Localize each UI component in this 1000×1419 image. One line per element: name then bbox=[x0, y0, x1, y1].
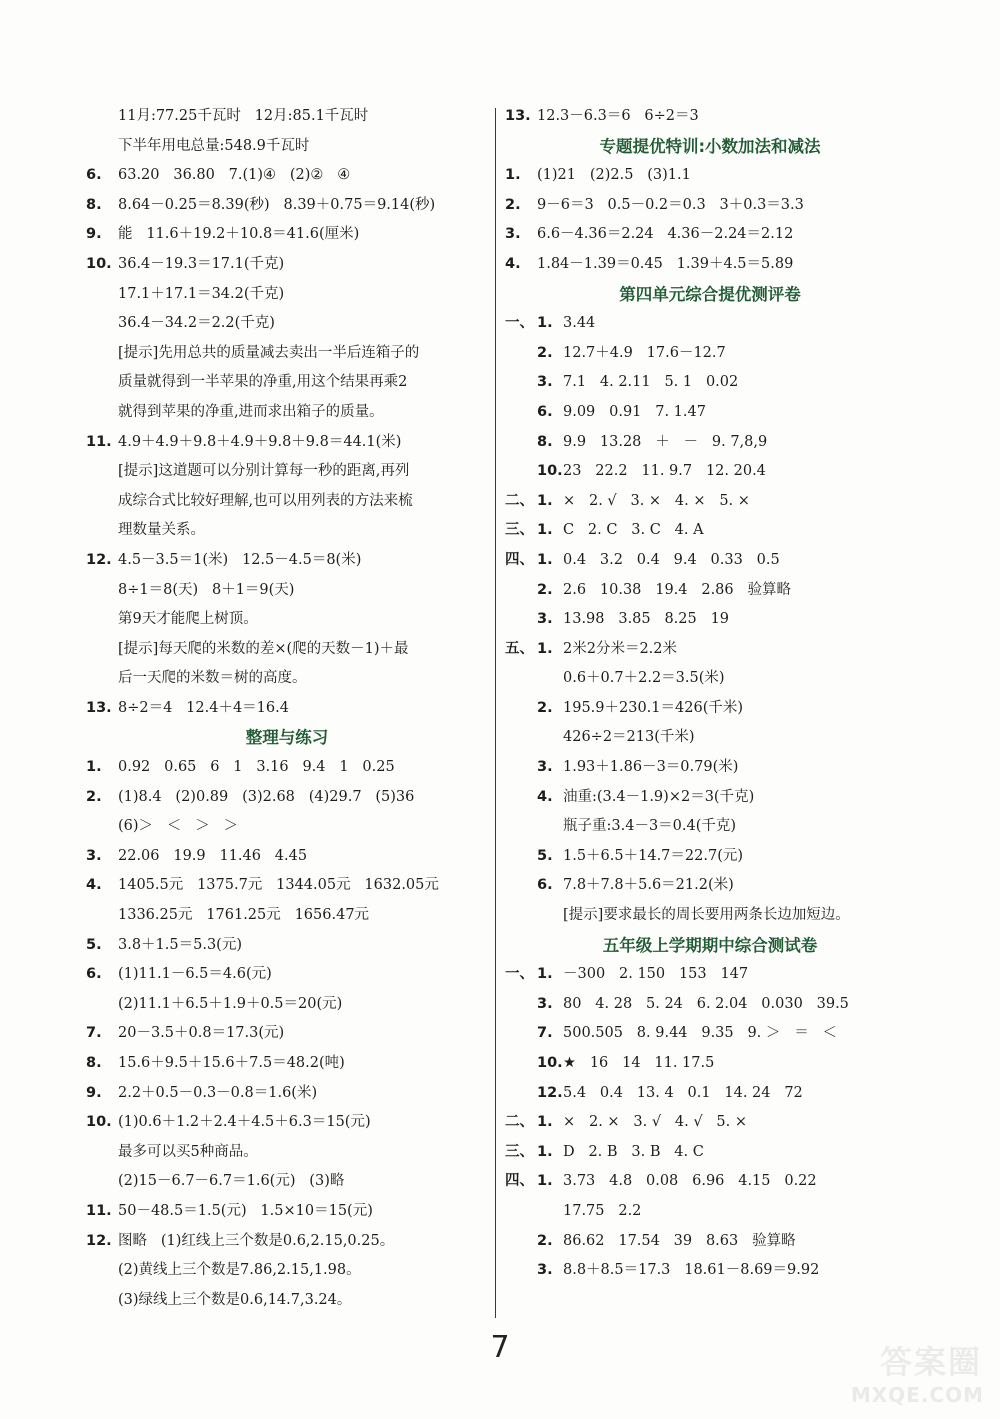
answer-text: (1)21 (2)2.5 (3)1.1 bbox=[537, 167, 691, 184]
answer-line bbox=[505, 960, 915, 990]
question-number: 10. bbox=[86, 255, 112, 272]
answer-text: 2米2分米＝2.2米 bbox=[563, 640, 678, 657]
answer-line bbox=[505, 1227, 915, 1257]
answer-line bbox=[505, 1197, 915, 1227]
answer-line bbox=[86, 1138, 488, 1168]
section-heading: 专题提优特训:小数加法和减法 bbox=[599, 136, 821, 156]
section-heading: 五年级上学期期中综合测试卷 bbox=[602, 935, 818, 955]
sub-question-number: 1. bbox=[537, 1173, 553, 1190]
question-number: 8. bbox=[86, 1055, 102, 1071]
answer-line bbox=[505, 753, 915, 783]
answer-text: 1.84－1.39＝0.45 1.39＋4.5＝5.89 bbox=[537, 255, 794, 272]
answer-text: 能 11.6＋19.2＋10.8＝41.6(厘米) bbox=[118, 226, 360, 243]
answer-line bbox=[505, 161, 915, 191]
answer-text: (1)11.1－6.5＝4.6(元) bbox=[118, 966, 272, 983]
sub-question-number: 6. bbox=[537, 403, 553, 420]
right-answer-column bbox=[505, 102, 915, 1286]
answer-line bbox=[86, 1197, 488, 1227]
answer-text: 0.4 3.2 0.4 9.4 0.33 0.5 bbox=[563, 551, 780, 568]
answer-text: 9.09 0.91 7. 1.47 bbox=[563, 403, 706, 420]
sub-question-number: 1. bbox=[537, 640, 553, 657]
question-number: 5. bbox=[86, 936, 102, 953]
answer-line bbox=[505, 664, 915, 694]
answer-line bbox=[505, 1108, 915, 1138]
answer-text: (2)11.1＋6.5＋1.9＋0.5＝20(元) bbox=[118, 995, 343, 1012]
answer-line bbox=[86, 487, 488, 517]
answer-text: 0.92 0.65 6 1 3.16 9.4 1 0.25 bbox=[118, 759, 395, 776]
answer-line bbox=[86, 220, 488, 250]
answer-line bbox=[505, 605, 915, 635]
answer-line bbox=[505, 309, 915, 339]
answer-text: 36.4－34.2＝2.2(千克) bbox=[118, 315, 275, 332]
sub-question-number: 5. bbox=[537, 847, 553, 864]
answer-line bbox=[86, 694, 488, 724]
question-number: 二、 bbox=[505, 1114, 534, 1131]
sub-question-number: 8. bbox=[537, 433, 553, 450]
answer-text: 质量就得到一半苹果的净重,用这个结果再乘2 bbox=[118, 374, 408, 391]
answer-line bbox=[86, 191, 488, 221]
answer-line bbox=[505, 723, 915, 753]
answer-text: 3.73 4.8 0.08 6.96 4.15 0.22 bbox=[563, 1173, 817, 1190]
answer-line bbox=[86, 901, 488, 931]
left-answer-column bbox=[86, 102, 488, 1315]
answer-line bbox=[86, 635, 488, 665]
answer-line bbox=[86, 368, 488, 398]
answer-text: ★ 16 14 11. 17.5 bbox=[563, 1055, 715, 1071]
answer-text: 4.5－3.5＝1(米) 12.5－4.5＝8(米) bbox=[118, 551, 362, 568]
answer-text: 20－3.5＋0.8＝17.3(元) bbox=[118, 1025, 285, 1042]
answer-text: 8÷1＝8(天) 8＋1＝9(天) bbox=[118, 581, 295, 598]
question-number: 13. bbox=[86, 699, 112, 716]
watermark-logo bbox=[838, 1335, 988, 1409]
answer-line bbox=[505, 487, 915, 517]
answer-text: D 2. B 3. B 4. C bbox=[563, 1143, 704, 1160]
answer-text: 0.6＋0.7＋2.2＝3.5(米) bbox=[563, 670, 725, 687]
answer-text: 23 22.2 11. 9.7 12. 20.4 bbox=[563, 463, 766, 480]
answer-line bbox=[505, 1256, 915, 1286]
answer-text: 36.4－19.3＝17.1(千克) bbox=[118, 255, 285, 272]
answer-line bbox=[505, 783, 915, 813]
answer-line bbox=[505, 398, 915, 428]
answer-line bbox=[86, 516, 488, 546]
question-number: 一、 bbox=[505, 966, 534, 983]
answer-text: 63.20 36.80 7.(1)④ (2)② ④ bbox=[118, 167, 351, 184]
answer-text: 8.64－0.25＝8.39(秒) 8.39＋0.75＝9.14(秒) bbox=[118, 196, 436, 213]
answer-line bbox=[505, 102, 915, 132]
answer-line bbox=[505, 635, 915, 665]
answer-line bbox=[505, 842, 915, 872]
answer-text: 80 4. 28 5. 24 6. 2.04 0.030 39.5 bbox=[563, 995, 849, 1012]
answer-line bbox=[505, 220, 915, 250]
answer-line bbox=[86, 576, 488, 606]
answer-line bbox=[86, 309, 488, 339]
question-number: 四、 bbox=[505, 1173, 534, 1190]
sub-question-number: 1. bbox=[537, 966, 553, 983]
answer-line bbox=[86, 990, 488, 1020]
answer-text: 8÷2＝4 12.4＋4＝16.4 bbox=[118, 699, 289, 716]
answer-text: 9.9 13.28 ＋ － 9. 7,8,9 bbox=[563, 433, 768, 450]
answer-line bbox=[505, 339, 915, 369]
answer-text: (3)绿线上三个数是0.6,14.7,3.24。 bbox=[118, 1291, 352, 1308]
answer-line bbox=[505, 1019, 915, 1049]
question-number: 9. bbox=[86, 226, 102, 243]
answer-text: (6)＞ ＜ ＞ ＞ bbox=[118, 818, 239, 835]
answer-line bbox=[505, 871, 915, 901]
section-heading: 整理与练习 bbox=[245, 728, 329, 748]
answer-text: 17.75 2.2 bbox=[563, 1202, 642, 1219]
answer-text: 理数量关系。 bbox=[118, 522, 205, 539]
sub-question-number: 10. bbox=[537, 463, 563, 480]
question-number: 12. bbox=[86, 1232, 112, 1249]
question-number: 1. bbox=[505, 167, 521, 184]
answer-text: 1.93＋1.86－3＝0.79(米) bbox=[563, 759, 739, 776]
question-number: 4. bbox=[86, 877, 102, 894]
watermark-logo-text: 答案圈 bbox=[879, 1343, 982, 1381]
sub-question-number: 3. bbox=[537, 374, 553, 391]
sub-question-number: 12. bbox=[537, 1084, 563, 1101]
sub-question-number: 3. bbox=[537, 1262, 553, 1279]
answer-line bbox=[86, 1286, 488, 1316]
answer-line bbox=[86, 960, 488, 990]
question-number: 11. bbox=[86, 1202, 112, 1219]
sub-question-number: 2. bbox=[537, 581, 553, 598]
sub-question-number: 3. bbox=[537, 611, 553, 628]
answer-line bbox=[86, 428, 488, 458]
answer-text: 17.1＋17.1＝34.2(千克) bbox=[118, 285, 285, 302]
answer-text: 第9天才能爬上树顶。 bbox=[118, 611, 258, 628]
question-number: 11. bbox=[86, 433, 112, 450]
answer-text: 426÷2＝213(千米) bbox=[563, 729, 695, 746]
column-divider bbox=[495, 108, 496, 1318]
sub-question-number: 6. bbox=[537, 877, 553, 894]
question-number: 1. bbox=[86, 759, 102, 776]
question-number: 12. bbox=[86, 551, 112, 568]
answer-text: 22.06 19.9 11.46 4.45 bbox=[118, 847, 308, 864]
answer-line bbox=[86, 132, 488, 162]
question-number: 四、 bbox=[505, 551, 534, 568]
answer-text: 1336.25元 1761.25元 1656.47元 bbox=[118, 907, 370, 924]
question-number: 三、 bbox=[505, 522, 534, 539]
answer-text: 500.505 8. 9.44 9.35 9. ＞ ＝ ＜ bbox=[563, 1025, 838, 1042]
sub-question-number: 3. bbox=[537, 995, 553, 1012]
answer-line bbox=[86, 1019, 488, 1049]
page-number: 7 bbox=[490, 1330, 510, 1365]
answer-line bbox=[86, 280, 488, 310]
answer-line bbox=[505, 1167, 915, 1197]
sub-question-number: 1. bbox=[537, 1114, 553, 1131]
question-number: 2. bbox=[86, 788, 102, 805]
answer-line bbox=[505, 1138, 915, 1168]
answer-line bbox=[86, 1167, 488, 1197]
answer-line bbox=[86, 664, 488, 694]
watermark-url: MXQE.COM bbox=[850, 1383, 984, 1407]
answer-line bbox=[505, 990, 915, 1020]
answer-line bbox=[86, 161, 488, 191]
answer-text: 瓶子重:3.4－3＝0.4(千克) bbox=[563, 818, 737, 835]
answer-text: (2)黄线上三个数是7.86,2.15,1.98。 bbox=[118, 1262, 361, 1279]
question-number: 二、 bbox=[505, 492, 534, 509]
answer-text: [提示]先用总共的质量减去卖出一半后连箱子的 bbox=[118, 344, 420, 361]
answer-text: C 2. C 3. C 4. A bbox=[563, 522, 704, 539]
answer-line bbox=[505, 516, 915, 546]
sub-question-number: 4. bbox=[537, 788, 553, 805]
answer-line bbox=[86, 1049, 488, 1079]
answer-text: 图略 (1)红线上三个数是0.6,2.15,0.25。 bbox=[118, 1232, 395, 1249]
question-number: 10. bbox=[86, 1114, 112, 1131]
answer-text: 12.7＋4.9 17.6－12.7 bbox=[563, 344, 726, 361]
answer-text: 8.8＋8.5＝17.3 18.61－8.69＝9.92 bbox=[563, 1262, 820, 1279]
answer-text: 1.5＋6.5＋14.7＝22.7(元) bbox=[563, 847, 744, 864]
question-number: 三、 bbox=[505, 1143, 534, 1160]
sub-question-number: 2. bbox=[537, 1232, 553, 1249]
answer-text: 最多可以买5种商品。 bbox=[118, 1143, 258, 1160]
answer-text: 3.44 bbox=[563, 315, 596, 332]
sub-question-number: 1. bbox=[537, 551, 553, 568]
answer-line bbox=[86, 1256, 488, 1286]
answer-text: 就得到苹果的净重,进而求出箱子的质量。 bbox=[118, 403, 384, 420]
answer-text: 86.62 17.54 39 8.63 验算略 bbox=[563, 1232, 796, 1249]
answer-text: (1)8.4 (2)0.89 (3)2.68 (4)29.7 (5)36 bbox=[118, 788, 415, 805]
question-number: 6. bbox=[86, 966, 102, 983]
answer-line bbox=[86, 398, 488, 428]
answer-text: 1405.5元 1375.7元 1344.05元 1632.05元 bbox=[118, 877, 439, 894]
answer-text: 5.4 0.4 13. 4 0.1 14. 24 72 bbox=[563, 1084, 803, 1101]
sub-question-number: 10. bbox=[537, 1055, 563, 1071]
answer-text: 2.6 10.38 19.4 2.86 验算略 bbox=[563, 581, 791, 598]
question-number: 一、 bbox=[505, 315, 534, 332]
answer-text: 4.9＋4.9＋9.8＋4.9＋9.8＋9.8＝44.1(米) bbox=[118, 433, 402, 450]
question-number: 7. bbox=[86, 1025, 102, 1042]
answer-text: (1)0.6＋1.2＋2.4＋4.5＋6.3＝15(元) bbox=[118, 1114, 371, 1131]
answer-text: 15.6＋9.5＋15.6＋7.5＝48.2(吨) bbox=[118, 1055, 345, 1071]
sub-question-number: 7. bbox=[537, 1025, 553, 1042]
question-number: 8. bbox=[86, 196, 102, 213]
answer-text: 11月:77.25千瓦时 12月:85.1千瓦时 bbox=[118, 108, 369, 124]
question-number: 3. bbox=[86, 847, 102, 864]
answer-line bbox=[505, 1079, 915, 1109]
answer-line bbox=[86, 812, 488, 842]
sub-question-number: 2. bbox=[537, 699, 553, 716]
answer-text: 油重:(3.4－1.9)×2＝3(千克) bbox=[563, 788, 755, 805]
answer-text: × 2. × 3. √ 4. √ 5. × bbox=[563, 1114, 748, 1131]
answer-text: 50－48.5＝1.5(元) 1.5×10＝15(元) bbox=[118, 1202, 373, 1219]
answer-text: 后一天爬的米数＝树的高度。 bbox=[118, 670, 307, 687]
answer-line bbox=[505, 250, 915, 280]
answer-line bbox=[505, 694, 915, 724]
answer-text: [提示]要求最长的周长要用两条长边加短边。 bbox=[563, 907, 850, 924]
answer-line bbox=[86, 546, 488, 576]
answer-text: 195.9＋230.1＝426(千米) bbox=[563, 699, 744, 716]
answer-line bbox=[505, 812, 915, 842]
answer-line bbox=[86, 1108, 488, 1138]
sub-question-number: 1. bbox=[537, 492, 553, 509]
question-number: 五、 bbox=[505, 640, 534, 657]
answer-line bbox=[86, 1227, 488, 1257]
sub-question-number: 2. bbox=[537, 344, 553, 361]
section-heading: 第四单元综合提优测评卷 bbox=[619, 284, 801, 304]
answer-line bbox=[505, 546, 915, 576]
answer-line bbox=[505, 901, 915, 931]
question-number: 4. bbox=[505, 255, 521, 272]
answer-text: (2)15－6.7－6.7＝1.6(元) (3)略 bbox=[118, 1173, 345, 1190]
answer-text: [提示]每天爬的米数的差×(爬的天数－1)＋最 bbox=[118, 640, 409, 657]
answer-line bbox=[86, 871, 488, 901]
answer-text: 13.98 3.85 8.25 19 bbox=[563, 611, 730, 628]
question-number: 6. bbox=[86, 167, 102, 184]
answer-line bbox=[505, 457, 915, 487]
answer-text: 6.6－4.36＝2.24 4.36－2.24＝2.12 bbox=[537, 226, 794, 243]
question-number: 2. bbox=[505, 196, 521, 213]
answer-line bbox=[505, 368, 915, 398]
answer-text: －300 2. 150 153 147 bbox=[563, 966, 749, 983]
answer-line bbox=[86, 842, 488, 872]
answer-text: 成综合式比较好理解,也可以用列表的方法来梳 bbox=[118, 492, 413, 509]
answer-line bbox=[505, 191, 915, 221]
answer-text: 9－6＝3 0.5－0.2＝0.3 3＋0.3＝3.3 bbox=[537, 196, 804, 213]
answer-line bbox=[86, 339, 488, 369]
answer-line bbox=[86, 753, 488, 783]
answer-line bbox=[505, 1049, 915, 1079]
question-number: 3. bbox=[505, 226, 521, 243]
answer-line bbox=[86, 783, 488, 813]
answer-text: 3.8＋1.5＝5.3(元) bbox=[118, 936, 242, 953]
question-number: 13. bbox=[505, 108, 531, 124]
sub-question-number: 3. bbox=[537, 759, 553, 776]
answer-text: [提示]这道题可以分别计算每一秒的距离,再列 bbox=[118, 463, 410, 480]
answer-text: 下半年用电总量:548.9千瓦时 bbox=[118, 137, 310, 154]
question-number: 9. bbox=[86, 1084, 102, 1101]
answer-line bbox=[86, 1079, 488, 1109]
answer-line bbox=[86, 250, 488, 280]
answer-line bbox=[86, 605, 488, 635]
answer-line bbox=[505, 428, 915, 458]
sub-question-number: 1. bbox=[537, 315, 553, 332]
answer-line bbox=[86, 931, 488, 961]
answer-text: 2.2＋0.5－0.3－0.8＝1.6(米) bbox=[118, 1084, 318, 1101]
sub-question-number: 1. bbox=[537, 522, 553, 539]
answer-text: 7.8＋7.8＋5.6＝21.2(米) bbox=[563, 877, 734, 894]
answer-text: 7.1 4. 2.11 5. 1 0.02 bbox=[563, 374, 739, 391]
answer-line bbox=[86, 102, 488, 132]
answer-text: × 2. √ 3. × 4. × 5. × bbox=[563, 492, 750, 509]
answer-line bbox=[86, 457, 488, 487]
answer-text: 12.3－6.3＝6 6÷2＝3 bbox=[537, 108, 699, 124]
sub-question-number: 1. bbox=[537, 1143, 553, 1160]
answer-line bbox=[505, 576, 915, 606]
